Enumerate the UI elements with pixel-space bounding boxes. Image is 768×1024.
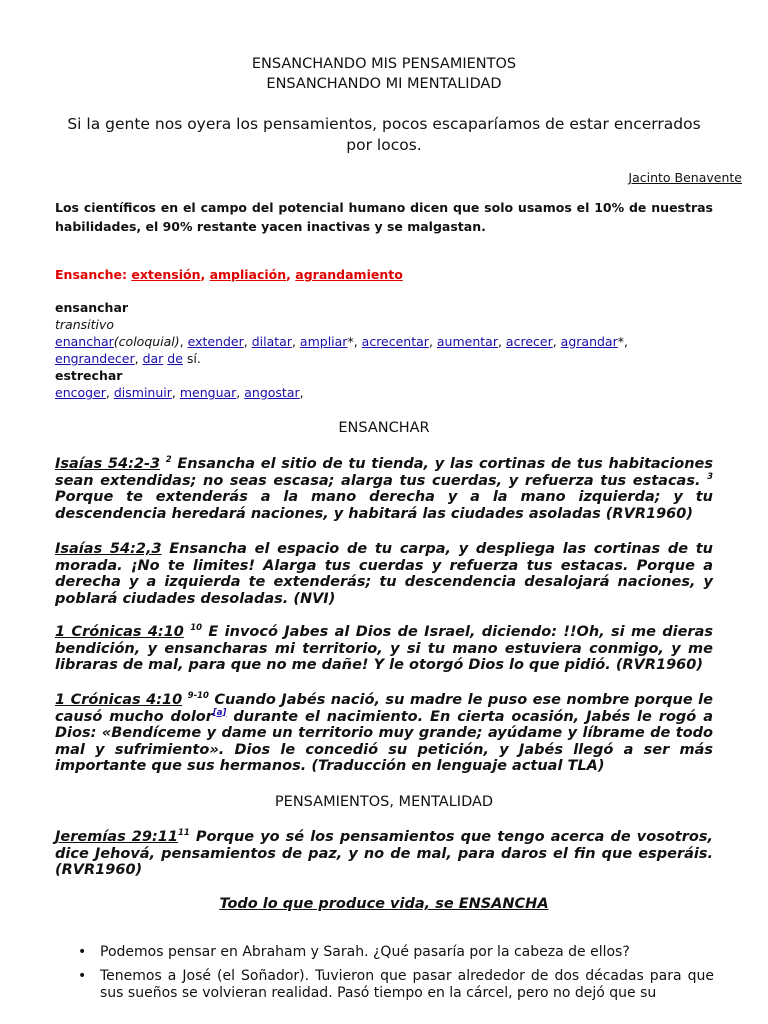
dictionary-entry: [55, 299, 735, 401]
synonyms-line-2: engrandecer, dar de sí.: [55, 351, 201, 366]
verse-ref[interactable]: 1 Crónicas 4:10: [55, 692, 183, 708]
verse-ref[interactable]: 1 Crónicas 4:10: [55, 624, 184, 640]
verse-text: E invocó Jabes al Dios de Israel, diciendo: !!Oh, si me dieras bendición, y ensancharas mi territorio, y si tu mano estuviera conmigo, y me libraras de mal, para que no me dañe! Y le otorgó Dios lo que pidió. (RVR1960): [55, 624, 714, 673]
syn-link[interactable]: aumentar: [436, 334, 498, 349]
list-item-text: Podemos pensar en Abraham y Sarah. ¿Qué pasaría por la cabeza de ellos?: [100, 944, 630, 960]
list-item-text: Tenemos a José (el Soñador). Tuvieron que pasar alrededor de dos décadas para que sus sueños se volvieran realidad. Pasó tiempo en la cárcel, pero no dejó que su: [100, 968, 714, 1001]
verse-number: 11: [177, 828, 190, 839]
verse-text: Cuando Jabés nació, su madre le puso ese nombre porque le causó mucho dolor: [55, 692, 713, 725]
ensanche-label: Ensanche:: [55, 267, 132, 282]
antonyms-line: encoger, disminuir, menguar, angostar,: [55, 385, 304, 400]
verse-number: 3: [707, 471, 713, 482]
syn-link[interactable]: engrandecer: [55, 351, 135, 366]
syn-link[interactable]: enanchar: [55, 334, 114, 349]
footnote-link[interactable]: [a]: [212, 707, 227, 718]
link-agrandamiento[interactable]: agrandamiento: [295, 267, 403, 282]
verse-ref[interactable]: Jeremías 29:11: [55, 829, 178, 845]
quote-author: Jacinto Benavente: [628, 170, 742, 185]
verse-text: Porque te extenderás a la mano derecha y a la mano izquierda; y tu descendencia heredará naciones, y habitará las ciudades asoladas (RVR1960): [55, 489, 713, 522]
verse-text: Ensancha el sitio de tu tienda, y las cortinas de tus habitaciones sean extendidas; no seas escasa; alarga tus cuerdas, y refuerza tus estacas.: [55, 456, 713, 489]
epigraph-quote: Si la gente nos oyera los pensamientos, pocos escaparíamos de estar encerrados por locos.: [67, 115, 701, 154]
intro-paragraph: Los científicos en el campo del potencial humano dicen que solo usamos el 10% de nuestras habilidades, el 90% restante yacen inactivas y se malgastan.: [55, 200, 713, 234]
title-line-2: ENSANCHANDO MI MENTALIDAD: [266, 76, 502, 92]
ant-link[interactable]: angostar: [244, 385, 300, 400]
document-title: [0, 54, 768, 94]
verse-number: 9-10: [187, 691, 209, 702]
bullet-icon: •: [78, 944, 87, 960]
verse-2: [55, 541, 713, 607]
syn-link[interactable]: de: [167, 351, 183, 366]
syn-link[interactable]: agrandar: [560, 334, 618, 349]
verse-ref[interactable]: Isaías 54:2-3: [55, 456, 161, 472]
highlight-statement: Todo lo que produce vida, se ENSANCHA: [219, 896, 549, 912]
syn-link[interactable]: acrecentar: [361, 334, 429, 349]
section-title-ensanchar: ENSANCHAR: [338, 420, 430, 436]
ensanche-definition: Ensanche: extensión, ampliación, agrandamiento: [55, 267, 403, 282]
list-item: [78, 968, 714, 1002]
syn-link[interactable]: dilatar: [251, 334, 292, 349]
link-extension[interactable]: extensión: [131, 267, 201, 282]
bullet-icon: •: [78, 968, 87, 984]
syn-register: (coloquial): [113, 334, 180, 349]
verse-text: Ensancha el espacio de tu carpa, y despliega las cortinas de tu morada. ¡No te limites! Alarga tus cuerdas y refuerza tus estacas. Porque a derecha y a izquierda te extenderás; tu descendencia desalojará naciones, y poblará ciudades desoladas. (NVI): [55, 541, 713, 607]
syn-link[interactable]: extender: [187, 334, 244, 349]
headword-ensanchar: ensanchar: [55, 300, 129, 315]
verse-ref[interactable]: Isaías 54:2,3: [55, 541, 162, 557]
syn-text: sí.: [186, 351, 201, 366]
syn-link[interactable]: ampliar: [299, 334, 348, 349]
verse-4: [55, 692, 713, 775]
link-ampliacion[interactable]: ampliación: [209, 267, 287, 282]
bullet-list: [78, 944, 714, 1009]
section-title-pensamientos: PENSAMIENTOS, MENTALIDAD: [274, 794, 494, 810]
ant-link[interactable]: menguar: [179, 385, 237, 400]
verse-1: [55, 456, 713, 522]
list-item: [78, 944, 714, 961]
headword-estrechar: estrechar: [55, 368, 123, 383]
synonyms-line-1: enanchar(coloquial), extender, dilatar, ampliar*, acrecentar, aumentar, acrecer, agrandar*,: [55, 334, 628, 349]
verse-number: 10: [190, 623, 203, 634]
syn-link[interactable]: acrecer: [505, 334, 553, 349]
title-line-1: ENSANCHANDO MIS PENSAMIENTOS: [251, 56, 517, 72]
part-of-speech: transitivo: [55, 317, 115, 332]
verse-text: Porque yo sé los pensamientos que tengo acerca de vosotros, dice Jehová, pensamientos de paz, y no de mal, para daros el fin que esperáis. (RVR1960): [55, 829, 713, 878]
verse-number: 2: [165, 455, 172, 466]
verse-text: durante el nacimiento. En cierta ocasión, Jabés le rogó a Dios: «Bendíceme y dame un territorio muy grande; ayúdame y líbrame de todo mal y sufrimiento». Dios le concedió su petición, y Jabés llegó a ser más importante que sus hermanos. (Traducción en lenguaje actual TLA): [55, 708, 713, 774]
ant-link[interactable]: disminuir: [113, 385, 172, 400]
verse-5: [55, 829, 713, 879]
syn-link[interactable]: dar: [142, 351, 164, 366]
ant-link[interactable]: encoger: [55, 385, 106, 400]
verse-3: [55, 624, 713, 674]
